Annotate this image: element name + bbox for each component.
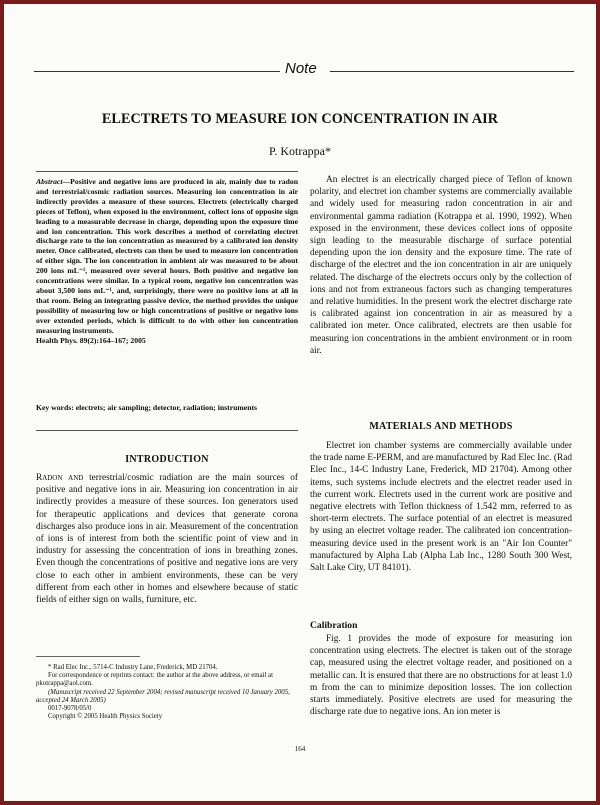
page-number: 164 <box>294 745 306 753</box>
header-rule-left <box>34 71 280 72</box>
keywords-bottom-rule <box>36 430 298 431</box>
methods-heading: MATERIALS AND METHODS <box>369 421 513 432</box>
abstract-top-rule <box>36 171 298 172</box>
methods-paragraph: Electret ion chamber systems are commercially available under the trade name E-PERM, and are manufactured by Rad Elec Inc. (Rad Elec Inc., 14-C Industry Lane, Frederick, MD 21704). Among other items, such systems include electrets and the electret reader used in the current work. Electrets used in the current work are positive and negative electrets with Teflon thickness of 1.542 mm, referred to as short-term electrets. The surface potential of an electret is measured by using an electret voltage reader. The calibrated ion concentration-measuring device used in the present work is an "Air Ion Counter" manufactured by Alpha Lab (Alpha Lab Inc., 1280 South 300 West, Salt Lake City, UT 84101). <box>310 441 572 574</box>
calibration-heading: Calibration <box>310 620 358 631</box>
footnotes <box>36 664 298 721</box>
section-label: Note <box>285 60 317 77</box>
footnote-rule <box>36 656 140 657</box>
header-rule-right <box>330 71 574 72</box>
footnote-copyright: Copyright © 2005 Health Physics Society <box>48 713 163 721</box>
introduction-lead: Radon and <box>36 473 84 483</box>
abstract-text: —Positive and negative ions are produced in air, mainly due to radon and terrestrial/cosmic radiation sources. Measuring ion concentration in air indirectly provides a measure of these sources. Electrets (electrically charged pieces of Teflon), when exposed in the environment, collect ions of opposite sign leading to a measurable decrease in charge, depending upon the exposure time and ion concentration. This work describes a method of correlating electret discharge rate to the ion concentration as measured by a calibrated ion density meter. Once calibrated, electrets can then be used to measure ion concentration of either sign. The ion concentration in ambient air was measured to be about 200 ions mL⁻¹, measured over several hours. Both positive and negative ion concentrations were similar. In a typical room, negative ion concentration was about 3,500 ions mL⁻¹, and, surprisingly, there were no positive ions at all in that room. Being an integrating passive device, the method provides the unique possibility of measuring low or high concentrations of positive or negative ions over extended periods, which is difficult to do with other ion concentration measuring instruments. <box>36 177 298 335</box>
abstract-label: Abstract <box>36 177 63 186</box>
footnote-affiliation: * Rad Elec Inc., 5714-C Industry Lane, Frederick, MD 21704. <box>48 664 218 671</box>
keywords: Key words: electrets; air sampling; detector, radiation; instruments <box>36 403 258 412</box>
journal-page <box>4 4 596 801</box>
footnote-correspondence: For correspondence or reprints contact: the author at the above address, or email at pkotrappa@aol.com. <box>36 672 273 688</box>
article-title: ELECTRETS TO MEASURE ION CONCENTRATION IN AIR <box>101 111 499 127</box>
calibration-paragraph: Fig. 1 provides the mode of exposure for measuring ion concentration using electrets. The electret is taken out of the storage cap, measured using the electret voltage reader, and positioned on a metallic can. It is ensured that there are no obstructions for at least 1.0 m from the can to minimize deposition losses. The ion collection starts immediately. Positive electrets are used for measuring the discharge rate due to negative ions. An ion meter is <box>310 634 572 718</box>
journal-citation: Health Phys. 89(2):164–167; 2005 <box>36 335 146 345</box>
article-author: P. Kotrappa* <box>269 144 331 158</box>
footnote-code: 0017-9078/05/0 <box>48 705 92 713</box>
abstract <box>36 177 298 345</box>
introduction-paragraph <box>36 472 298 606</box>
introduction-heading: INTRODUCTION <box>125 454 209 465</box>
footnote-dates: (Manuscript received 22 September 2004; revised manuscript received 10 January 2005, accepted 24 March 2005) <box>36 688 290 704</box>
electret-intro-paragraph: An electret is an electrically charged piece of Teflon of known polarity, and electret ion chamber systems are commercially available and widely used for measuring radon concentration in air and environmental gamma radiation (Kotrappa et al. 1990, 1992). When exposed in the environment, these devices collect ions of opposite sign leading to the measurable discharge of surface potential depending upon the ion density and the exposure time. The rate of discharge of the electret and the ion concentration in air are uniquely related. The discharge of the electrets occurs only by the collection of ions and not from extraneous factors such as changing temperatures and relative humidities. In the present work the electret discharge rate is calibrated against ion concentration in air as measured by a calibrated ion meter. Once calibrated, electrets are then usable for measuring ion concentrations in the ambient environment or in room air. <box>310 175 572 356</box>
introduction-text: terrestrial/cosmic radiation are the main sources of positive and negative ions in air. Measuring ion concentration in air indirectly provides a measure of these sources. Ion generators used for therapeutic applications and devices that generate corona discharges also produce ions in air. Measurement of the concentration of ions is of interest from both the scientific point of view and in industry for assessing the concentration of ions in breathing zones. Even though the concentrations of positive and negative ions are very close to each other in ambient environments, these can be very different from each other in homes and elsewhere because of static fields of either sign on walls, furniture, etc. <box>36 473 298 606</box>
